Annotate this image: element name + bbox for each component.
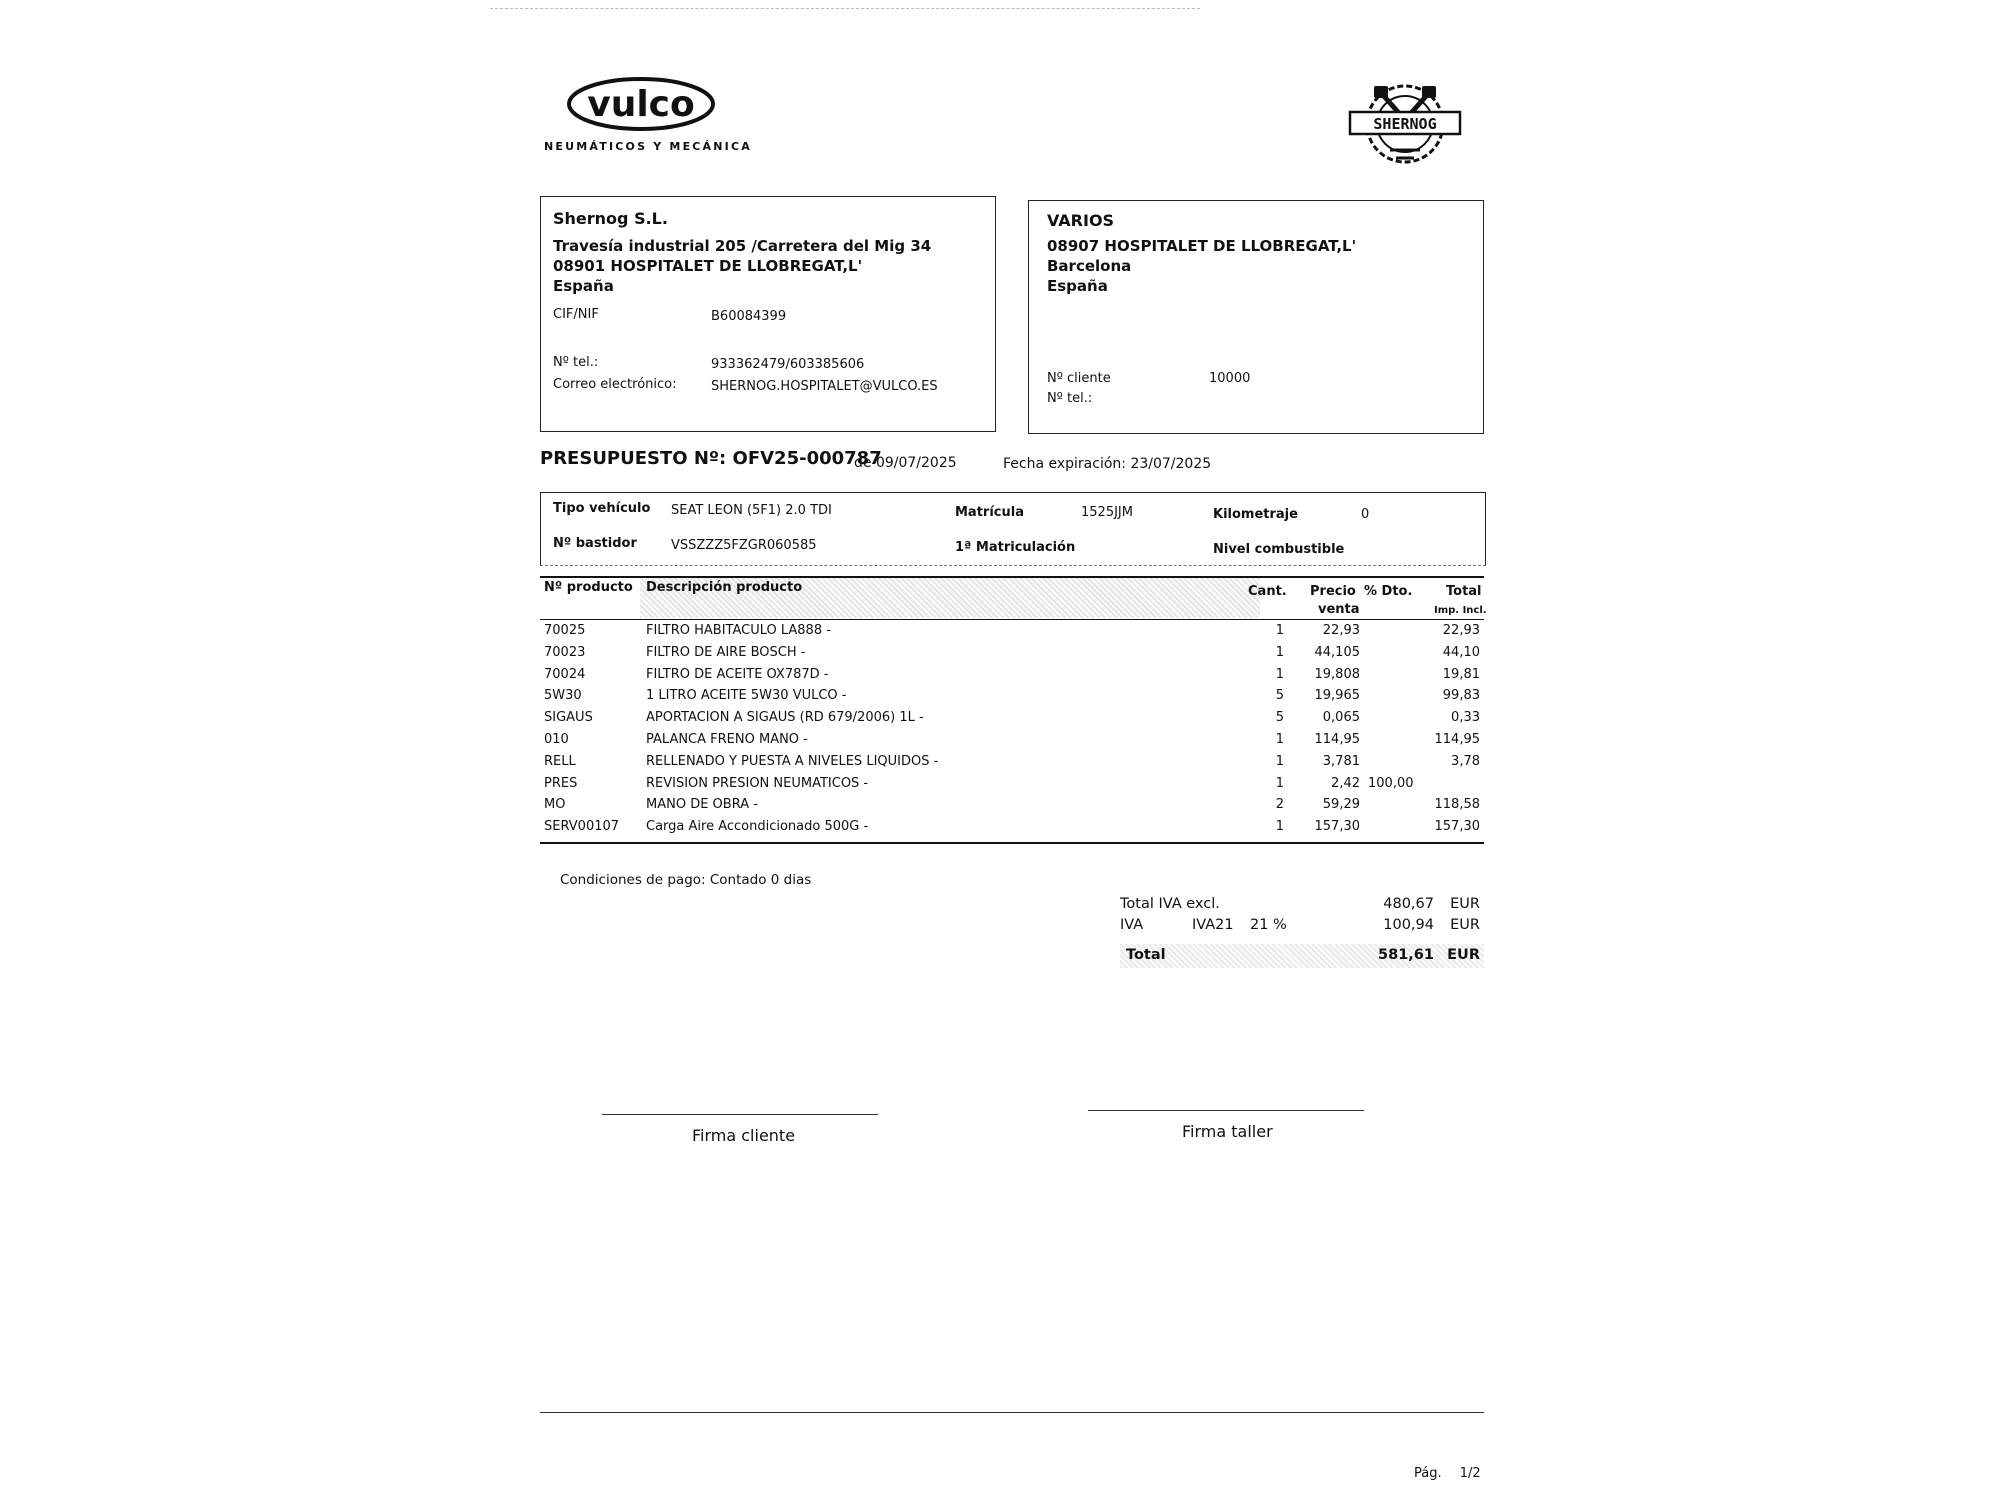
table-row [540,794,1484,816]
footer-rule [540,1412,1484,1413]
item-description: 1 LITRO ACEITE 5W30 VULCO - [646,688,847,704]
client-info-box [1028,200,1484,434]
item-quantity: 2 [1275,797,1284,813]
item-price: 3,781 [1322,753,1360,769]
scan-artifact-line [490,8,1200,9]
budget-expiry: Fecha expiración: 23/07/2025 [1003,456,1212,472]
item-code: MO [544,797,566,813]
vat-label: IVA [1120,917,1144,933]
total-excl-vat-label: Total IVA excl. [1120,896,1220,912]
col-header-price-line1: Precio [1310,584,1356,599]
item-total: 22,93 [1442,623,1480,638]
grand-total-label: Total [1126,947,1166,963]
item-code: 70023 [544,644,586,660]
workshop-signature-line [1088,1110,1364,1111]
item-total: 114,95 [1434,731,1480,747]
client-number-label: Nº cliente [1047,371,1111,386]
client-signature-label: Firma cliente [692,1126,796,1145]
vehicle-plate-label: Matrícula [955,505,1024,520]
item-description: FILTRO HABITACULO LA888 - [646,623,831,638]
item-total: 118,58 [1434,797,1480,813]
col-header-quantity: Cant. [1248,584,1287,599]
item-price: 19,965 [1314,688,1360,704]
table-row [540,773,1484,795]
item-quantity: 1 [1275,666,1284,682]
table-row [540,642,1484,664]
item-code: 010 [544,731,569,747]
item-quantity: 1 [1275,644,1284,660]
company-email-label: Correo electrónico: [553,377,677,392]
item-price: 114,95 [1314,731,1360,747]
table-row [540,751,1484,773]
vehicle-km-label: Kilometraje [1213,507,1298,522]
company-info-box [540,196,996,432]
vulco-logo [566,76,716,132]
total-excl-vat-value: 480,67 [1383,896,1434,912]
item-code: RELL [544,753,576,769]
vehicle-km-value: 0 [1361,507,1370,522]
item-description: PALANCA FRENO MANO - [646,731,808,747]
item-price: 0,065 [1322,710,1360,726]
vehicle-plate-value: 1525JJM [1081,505,1133,520]
item-total: 157,30 [1434,819,1480,835]
page-number-value: 1/2 [1459,1466,1481,1481]
workshop-signature-label: Firma taller [1182,1122,1273,1141]
table-row [540,620,1484,642]
col-header-code: Nº producto [544,580,633,595]
item-code: PRES [544,775,578,791]
grand-total-row [1120,944,1484,968]
company-email-value: SHERNOG.HOSPITALET@VULCO.ES [711,379,938,394]
item-description: REVISION PRESION NEUMATICOS - [646,775,869,791]
col-header-discount: % Dto. [1364,584,1413,599]
budget-title: PRESUPUESTO Nº: OFV25-000787 [540,448,882,469]
item-code: 70025 [544,623,586,638]
item-description: FILTRO DE ACEITE OX787D - [646,666,829,682]
client-phone-label: Nº tel.: [1047,391,1093,406]
item-quantity: 1 [1275,775,1284,791]
vulco-subtitle: NEUMÁTICOS Y MECÁNICA [544,140,752,153]
item-code: 5W30 [544,688,582,704]
vehicle-type-label: Tipo vehículo [553,501,651,516]
table-row [540,707,1484,729]
payment-conditions: Condiciones de pago: Contado 0 dias [560,872,812,888]
vat-rate: 21 % [1250,917,1287,933]
col-header-price-line2: venta [1318,602,1360,617]
items-table-body [540,620,1484,838]
item-total: 19,81 [1442,666,1480,682]
client-address-line1: 08907 HOSPITALET DE LLOBREGAT,L' [1047,237,1357,255]
items-table-bottom-rule [540,842,1484,844]
table-row [540,729,1484,751]
vat-value: 100,94 [1383,917,1434,933]
item-description: RELLENADO Y PUESTA A NIVELES LIQUIDOS - [646,753,939,769]
item-price: 19,808 [1314,666,1360,682]
shernog-logo-text: SHERNOG [1373,115,1437,133]
company-address-line1: Travesía industrial 205 /Carretera del Mig 34 [553,237,932,255]
page-number-label: Pág. [1414,1466,1442,1481]
client-number-value: 10000 [1209,371,1251,386]
item-price: 59,29 [1322,797,1360,813]
item-code: SIGAUS [544,710,593,726]
vehicle-fuel-level-label: Nivel combustible [1213,542,1345,557]
item-quantity: 5 [1275,688,1284,704]
total-excl-vat-row [1120,896,1484,917]
budget-date: de 09/07/2025 [854,455,957,471]
item-price: 22,93 [1322,623,1360,638]
item-price: 157,30 [1314,819,1360,835]
vat-row [1120,917,1484,938]
item-description: MANO DE OBRA - [646,797,758,813]
item-description: APORTACION A SIGAUS (RD 679/2006) 1L - [646,710,924,726]
vehicle-vin-value: VSSZZZ5FZGR060585 [671,538,817,553]
item-description: Carga Aire Accondicionado 500G - [646,819,869,835]
vehicle-info-box [540,492,1486,566]
item-discount: 100,00 [1368,775,1414,791]
item-description: FILTRO DE AIRE BOSCH - [646,644,806,660]
table-row [540,816,1484,838]
item-quantity: 5 [1275,710,1284,726]
grand-total-value: 581,61 [1378,947,1434,963]
grand-total-currency: EUR [1447,947,1480,963]
company-address-line2: 08901 HOSPITALET DE LLOBREGAT,L' [553,257,863,275]
item-total: 3,78 [1451,753,1480,769]
col-header-total-line2: Imp. Incl. [1434,605,1487,616]
col-header-total-line1: Total [1446,584,1482,599]
company-name: Shernog S.L. [553,209,668,228]
col-header-description: Descripción producto [646,580,803,595]
shernog-logo [1346,80,1464,168]
company-cif-label: CIF/NIF [553,307,599,322]
item-total: 99,83 [1442,688,1480,704]
vehicle-vin-label: Nº bastidor [553,536,637,551]
company-country: España [553,277,614,295]
vat-currency: EUR [1450,917,1480,933]
client-name: VARIOS [1047,211,1115,230]
table-row [540,685,1484,707]
page-number [1414,1466,1481,1481]
vehicle-type-value: SEAT LEON (5F1) 2.0 TDI [671,503,832,518]
company-phone-label: Nº tel.: [553,355,599,370]
company-phone-value: 933362479/603385606 [711,357,865,372]
item-quantity: 1 [1275,819,1284,835]
totals-block [1120,896,1484,962]
item-quantity: 1 [1275,731,1284,747]
item-code: 70024 [544,666,586,682]
company-cif-value: B60084399 [711,309,787,324]
item-total: 44,10 [1442,644,1480,660]
item-price: 2,42 [1331,775,1360,791]
total-excl-vat-currency: EUR [1450,896,1480,912]
vat-code: IVA21 [1192,917,1234,933]
table-row [540,664,1484,686]
item-quantity: 1 [1275,753,1284,769]
item-price: 44,105 [1314,644,1360,660]
item-quantity: 1 [1275,623,1284,638]
client-country: España [1047,277,1108,295]
client-signature-line [602,1114,878,1115]
item-total: 0,33 [1451,710,1480,726]
item-code: SERV00107 [544,819,620,835]
client-city: Barcelona [1047,257,1132,275]
vulco-logo-text: vulco [587,84,695,125]
vehicle-first-registration-label: 1ª Matriculación [955,540,1076,555]
